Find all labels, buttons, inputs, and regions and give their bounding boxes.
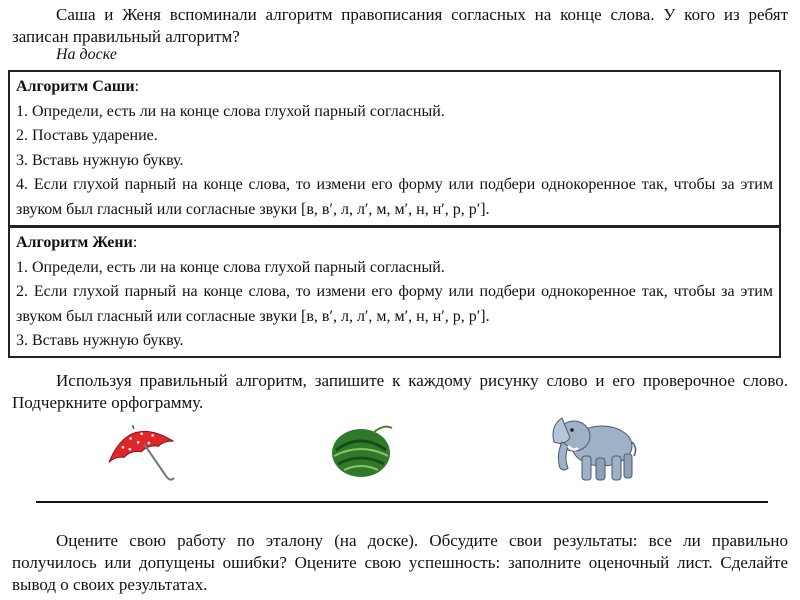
- algorithm-zhenya-title: Алгоритм Жени: [16, 234, 133, 251]
- pictures-row: [0, 412, 800, 484]
- watermelon-icon: [330, 422, 396, 480]
- algorithm-zhenya-step: 1. Определи, есть ли на конце слова глухой парный согласный.: [16, 258, 445, 276]
- task-paragraph: Используя правильный алгоритм, запишите к каждому рисунку слово и его проверочное слово. Подчеркните орфограмму.: [12, 371, 788, 412]
- algorithm-sasha-title: Алгоритм Саши: [16, 78, 135, 95]
- intro-paragraph: Саша и Женя вспоминали алгоритм правописания согласных на конце слова. У кого из ребят записан правильный алгоритм?: [12, 5, 788, 46]
- umbrella-icon: [100, 418, 180, 484]
- conclusion-paragraph: Оцените свою работу по эталону (на доске). Обсудите свои результаты: все ли правильно получилось или допущены ошибки? Оцените свою успешность: заполните оценочный лист. Сделайте вывод о своих результатах.: [12, 531, 788, 594]
- algorithm-zhenya-box: [8, 226, 781, 358]
- algorithm-sasha-box: [8, 70, 781, 227]
- section-divider: [36, 501, 768, 503]
- algorithm-sasha-step: 2. Поставь ударение.: [16, 127, 158, 145]
- algorithm-sasha-colon: :: [134, 78, 140, 95]
- algorithm-zhenya-step: 2. Если глухой парный на конце слова, то измени его форму или подбери однокоренное так, чтобы за этим звуком был гласный или согласные звуки [в, в′, л, л′, м, м′, н, н′, р, р′].: [16, 283, 773, 325]
- algorithm-sasha-step: 1. Определи, есть ли на конце слова глухой парный согласный.: [16, 102, 445, 120]
- algorithm-sasha-step: 3. Вставь нужную букву.: [16, 151, 184, 169]
- on-board-label: На доске: [56, 46, 117, 63]
- algorithm-zhenya-step: 3. Вставь нужную букву.: [16, 332, 184, 350]
- elephant-icon: [548, 412, 638, 484]
- algorithm-zhenya-colon: :: [132, 234, 138, 251]
- algorithm-sasha-step: 4. Если глухой парный на конце слова, то измени его форму или подбери однокоренное так, чтобы за этим звуком был гласный или согласные звуки [в, в′, л, л′, м, м′, н, н′, р, р′].: [16, 176, 773, 218]
